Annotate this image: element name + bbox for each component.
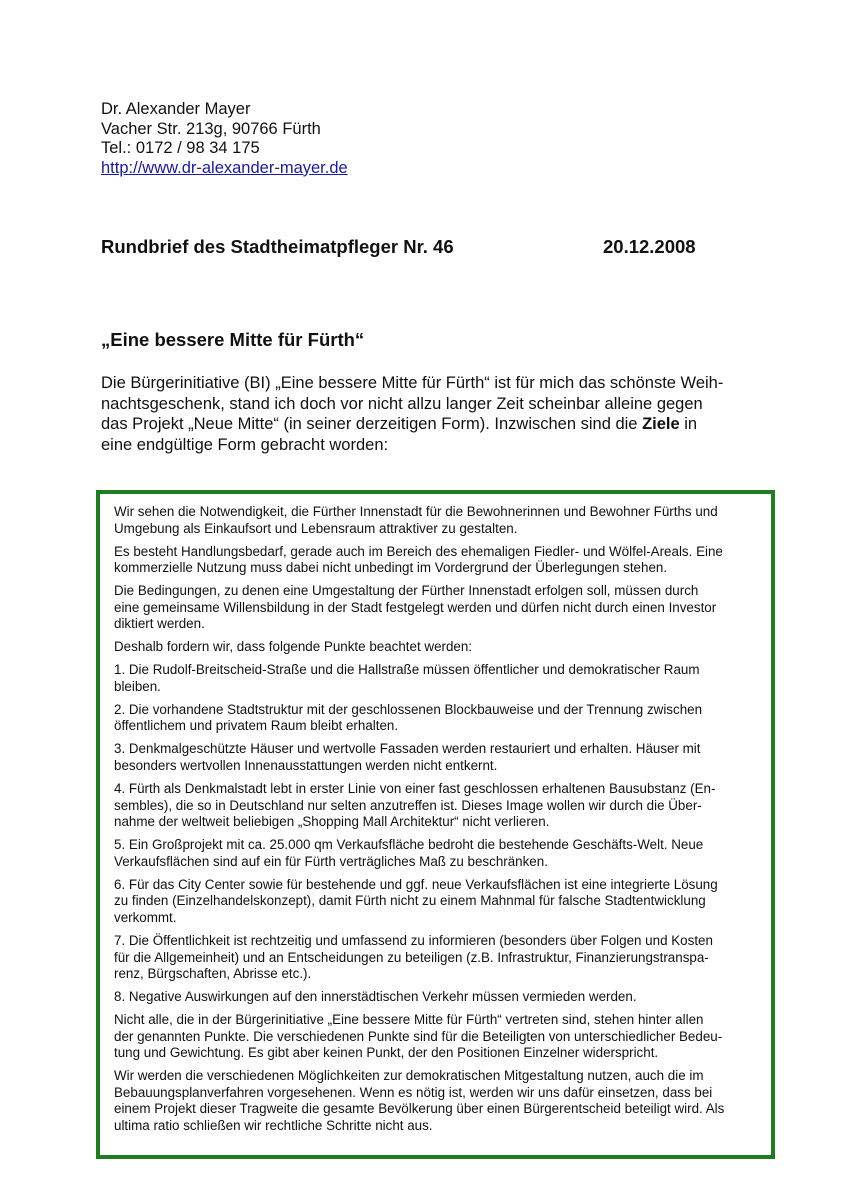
goals-line: öffentlichem und privatem Raum bleibt erhalten.	[114, 718, 399, 734]
goals-line: Bebauungsplanverfahren vorgesehenen. Wenn es nötig ist, werden wir uns dafür einsetzen, dass bei	[114, 1084, 713, 1100]
goals-line: Wir werden die verschiedenen Möglichkeiten zur demokratischen Mitgestaltung nutzen, auch die im	[114, 1068, 704, 1084]
goals-paragraph	[114, 583, 763, 633]
goals-line: Verkaufsflächen sind auf ein für Fürth verträgliches Maß zu beschränken.	[114, 853, 548, 869]
goals-line: nahme der weltweit beliebigen „Shopping Mall Architektur“ nicht verlieren.	[114, 814, 550, 830]
goals-paragraph	[114, 544, 763, 577]
goals-line: eine gemeinsame Willensbildung in der Stadt festgelegt werden und dürfen nicht durch einen Investor	[114, 599, 717, 615]
goals-box	[96, 490, 775, 1159]
goals-paragraph	[114, 639, 763, 656]
goals-line: Deshalb fordern wir, dass folgende Punkte beachtet werden:	[114, 639, 473, 655]
goals-paragraph	[114, 504, 763, 537]
headline: „Eine bessere Mitte für Fürth“	[101, 329, 365, 350]
goals-line: sembles), die so in Deutschland nur selten anzutreffen ist. Dieses Image wollen wir durch die Über-	[114, 797, 702, 813]
goals-line: besonders wertvollen Innenausstattungen werden nicht entkernt.	[114, 758, 498, 774]
goals-paragraph	[114, 741, 763, 774]
goals-line: ultima ratio schließen wir rechtliche Schritte nicht aus.	[114, 1118, 433, 1134]
goals-line: für die Allgemeinheit) und an Entscheidungen zu beteiligen (z.B. Infrastruktur, Finanzierungstranspa-	[114, 949, 709, 965]
goals-line: tung und Gewichtung. Es gibt aber keinen Punkt, der den Positionen Einzelner widerspricht.	[114, 1045, 659, 1061]
goals-line: 3. Denkmalgeschützte Häuser und wertvolle Fassaden werden restauriert und erhalten. Häuser mit	[114, 741, 701, 757]
goals-line: bleiben.	[114, 678, 161, 694]
goals-line: Nicht alle, die in der Bürgerinitiative „Eine bessere Mitte für Fürth“ vertreten sind, stehen hinter allen	[114, 1012, 704, 1028]
goals-line: Es besteht Handlungsbedarf, gerade auch im Bereich des ehemaligen Fiedler- und Wölfel-Areals. Eine	[114, 543, 723, 559]
goals-paragraph	[114, 1068, 763, 1134]
goals-line: 8. Negative Auswirkungen auf den innerstädtischen Verkehr müssen vermieden werden.	[114, 989, 637, 1005]
goals-line: Umgebung als Einkaufsort und Lebensraum attraktiver zu gestalten.	[114, 520, 518, 536]
goals-line: einem Projekt dieser Tragweite die gesamte Bevölkerung über einen Bürgerentscheid beteiligt wird. Als	[114, 1101, 725, 1117]
intro-line: das Projekt „Neue Mitte“ (in seiner derzeitigen Form). Inzwischen sind die Ziele in	[101, 415, 698, 433]
goals-line: verkommt.	[114, 909, 177, 925]
goals-paragraph	[114, 662, 763, 695]
goals-line: 5. Ein Großprojekt mit ca. 25.000 qm Verkaufsfläche bedroht die bestehende Geschäfts-Welt. Neue	[114, 837, 704, 853]
goals-line: der genannten Punkte. Die verschiedenen Punkte sind für die Beteiligten von unterschiedlicher Bedeu-	[114, 1028, 723, 1044]
goals-line: 6. Für das City Center sowie für bestehende und ggf. neue Verkaufsflächen ist eine integrierte Lösung	[114, 876, 718, 892]
intro-paragraph	[101, 373, 751, 455]
intro-line: nachtsgeschenk, stand ich doch vor nicht allzu langer Zeit scheinbar alleine gegen	[101, 394, 703, 413]
goals-line: zu finden (Einzelhandelskonzept), damit Fürth nicht zu einem Mahnmal für falsche Stadtentwicklung	[114, 893, 706, 909]
goals-paragraph	[114, 877, 763, 927]
sender-block	[101, 100, 348, 178]
goals-line: Die Bedingungen, zu denen eine Umgestaltung der Fürther Innenstadt erfolgen soll, müssen durch	[114, 583, 699, 599]
goals-paragraph	[114, 933, 763, 983]
newsletter-title-row	[101, 236, 711, 258]
newsletter-title: Rundbrief des Stadtheimatpfleger Nr. 46	[101, 236, 454, 257]
goals-line: 4. Fürth als Denkmalstadt lebt in erster Linie von einer fast geschlossen erhaltenen Bausubstanz (En-	[114, 781, 716, 797]
goals-paragraph	[114, 781, 763, 831]
goals-paragraph	[114, 989, 763, 1006]
goals-emphasis: Ziele	[642, 415, 680, 433]
goals-line: Wir sehen die Notwendigkeit, die Fürther Innenstadt für die Bewohnerinnen und Bewohner Fürths und	[114, 504, 718, 519]
goals-line: 7. Die Öffentlichkeit ist rechtzeitig und umfassend zu informieren (besonders über Folgen und Kosten	[114, 932, 713, 948]
goals-paragraph	[114, 837, 763, 870]
intro-line: Die Bürgerinitiative (BI) „Eine bessere Mitte für Fürth“ ist für mich das schönste Weih-	[101, 374, 724, 392]
goals-line: renz, Bürgschaften, Abrisse etc.).	[114, 966, 312, 982]
sender-name: Dr. Alexander Mayer	[101, 100, 251, 118]
sender-phone: Tel.: 0172 / 98 34 175	[101, 139, 260, 157]
goals-line: 1. Die Rudolf-Breitscheid-Straße und die Hallstraße müssen öffentlicher und demokratischer Raum	[114, 662, 700, 678]
intro-line: eine endgültige Form gebracht worden:	[101, 435, 389, 454]
goals-line: kommerzielle Nutzung muss dabei nicht unbedingt im Vordergrund der Überlegungen stehen.	[114, 560, 668, 576]
goals-line: 2. Die vorhandene Stadtstruktur mit der geschlossenen Blockbauweise und der Trennung zwischen	[114, 701, 703, 717]
goals-paragraph	[114, 1012, 763, 1062]
sender-website-link[interactable]: http://www.dr-alexander-mayer.de	[101, 158, 348, 177]
sender-address: Vacher Str. 213g, 90766 Fürth	[101, 119, 321, 138]
goals-paragraph	[114, 702, 763, 735]
goals-line: diktiert werden.	[114, 616, 205, 632]
newsletter-date: 20.12.2008	[603, 236, 696, 257]
